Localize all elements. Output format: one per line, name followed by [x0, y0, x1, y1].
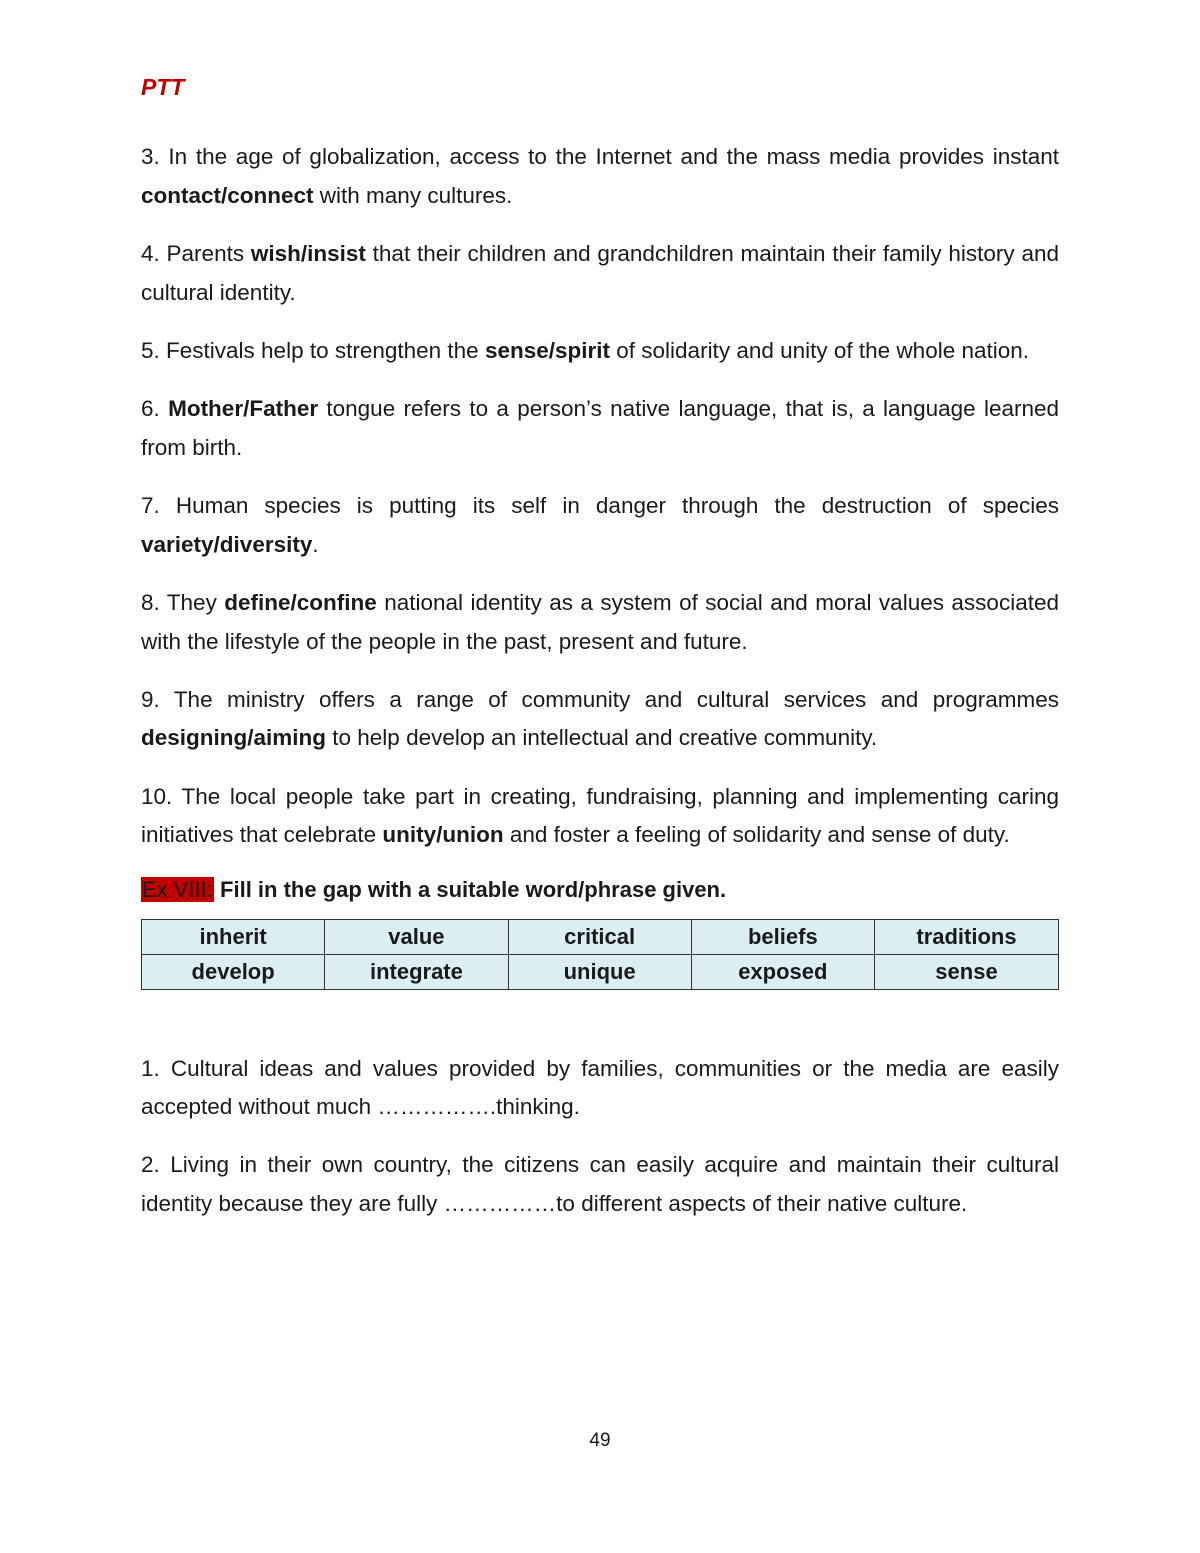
exercise-instruction: Fill in the gap with a suitable word/phrase given. [213, 876, 727, 902]
answer-choice: designing/aiming [141, 725, 327, 751]
item-pre: Parents [159, 240, 251, 266]
item-num: 5. [141, 337, 160, 363]
item-pre: The local people take part in creating, fundraising, planning and implementing caring initiatives that celebrate [141, 783, 1059, 848]
item-post: national identity as a system of social and moral values associated with the lifestyle of the people in the past, present and future. [141, 589, 1059, 654]
item-pre: The ministry offers a range of community and cultural services and programmes [159, 686, 1059, 712]
item-pre: They [159, 589, 225, 615]
answer-choice: define/confine [224, 589, 377, 615]
exercise-tag: Ex VIII: [142, 876, 213, 902]
word-bank-row [142, 954, 1059, 989]
answer-choice: variety/diversity [141, 531, 313, 557]
item-pre [160, 396, 168, 421]
item-post: and foster a feeling of solidarity and sense of duty. [503, 822, 1010, 848]
answer-item [141, 584, 1059, 661]
word-bank-cell: unique [508, 954, 691, 989]
item-num: 4. [141, 240, 160, 266]
item-post: that their children and grandchildren maintain their family history and cultural identity. [141, 240, 1059, 305]
word-bank-row [142, 919, 1059, 954]
exercise-heading [141, 875, 1059, 905]
item-post: tongue refers to a person’s native language, that is, a language learned from birth. [141, 396, 1059, 460]
item-pre: In the age of globalization, access to the Internet and the mass media provides instant [159, 144, 1059, 169]
word-bank-cell: critical [508, 919, 691, 954]
item-pre: Festivals help to strengthen the [159, 337, 485, 363]
word-bank-cell: integrate [325, 954, 508, 989]
item-post: . [312, 531, 319, 557]
page-header: PTT [141, 74, 185, 100]
answer-choice: sense/spirit [484, 337, 611, 363]
item-post: with many cultures. [313, 182, 513, 208]
answer-items [141, 138, 1059, 855]
answer-item [141, 487, 1059, 564]
word-bank-cell: develop [142, 954, 325, 989]
item-num: 10. [141, 783, 173, 809]
answer-item [141, 332, 1059, 371]
word-bank-cell: exposed [691, 954, 874, 989]
answer-item [141, 235, 1059, 312]
item-num: 8. [141, 589, 160, 615]
item-pre: Human species is putting its self in danger through the destruction of species [159, 492, 1059, 518]
gap-fill-item: 1. Cultural ideas and values provided by families, communities or the media are easily accepted without much …………….thinking. [141, 1055, 1059, 1120]
answer-choice: unity/union [382, 822, 504, 848]
page-content [141, 138, 1059, 1243]
word-bank-cell: inherit [142, 919, 325, 954]
answer-item [141, 681, 1059, 758]
item-num: 3. [141, 144, 160, 169]
answer-item [141, 390, 1059, 467]
gap-fill-item: 2. Living in their own country, the citizens can easily acquire and maintain their cultural identity because they are fully ……………to different aspects of their native culture. [141, 1152, 1059, 1217]
answer-choice: contact/connect [141, 182, 314, 208]
item-post: of solidarity and unity of the whole nation. [610, 337, 1030, 363]
page-number: 49 [589, 1430, 611, 1451]
answer-item [141, 138, 1059, 215]
word-bank-cell: value [325, 919, 508, 954]
item-post: to help develop an intellectual and creative community. [326, 725, 878, 751]
item-num: 9. [141, 686, 160, 712]
word-bank-cell: sense [875, 954, 1059, 989]
item-num: 6. [141, 396, 160, 422]
word-bank-cell: traditions [875, 919, 1059, 954]
gap-fill-items [141, 1050, 1059, 1224]
answer-choice: Mother/Father [168, 396, 319, 422]
word-bank-table [141, 919, 1059, 990]
item-num: 7. [141, 492, 160, 518]
word-bank-cell: beliefs [691, 919, 874, 954]
answer-choice: wish/insist [250, 240, 366, 266]
answer-item [141, 778, 1059, 855]
